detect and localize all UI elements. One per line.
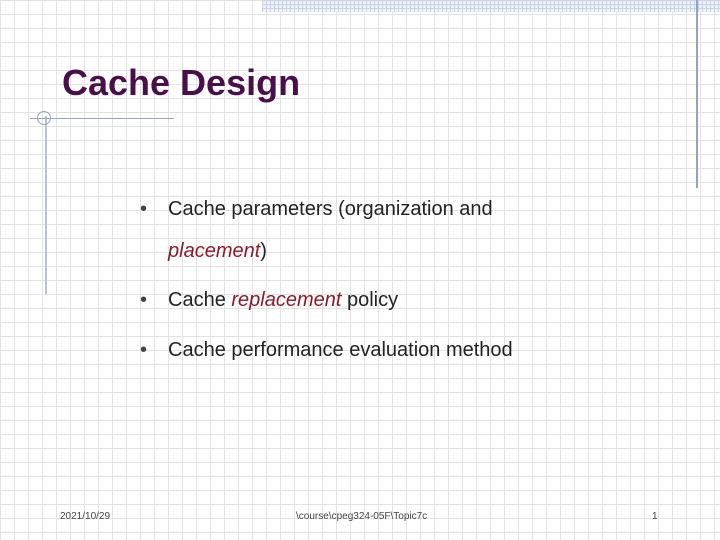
bullet-text-pre: Cache [168, 289, 232, 311]
footer-page-number: 1 [652, 511, 658, 522]
bullet-cache-parameters [140, 188, 493, 272]
decorative-title-underline [30, 118, 174, 119]
decorative-left-line [45, 116, 47, 294]
bullet-text-line1: Cache parameters (organization and [168, 198, 493, 220]
decorative-top-band [262, 0, 720, 12]
footer-date: 2021/10/29 [60, 511, 111, 522]
footer-path: \course\cpeg324-05F\Topic7c [296, 511, 428, 522]
bullet-performance-evaluation [140, 329, 513, 371]
bullet-text: Cache performance evaluation method [168, 339, 513, 361]
bullet-emphasis-replacement: replacement [231, 289, 342, 311]
decorative-circle [37, 111, 51, 125]
bullet-dot: • [140, 289, 148, 311]
bullet-replacement-policy [140, 279, 398, 321]
slide-title: Cache Design [62, 62, 301, 103]
bullet-emphasis-placement: placement [168, 240, 261, 262]
bullet-text-post: policy [341, 289, 399, 311]
decorative-right-line [696, 0, 698, 188]
bullet-dot: • [140, 198, 148, 220]
bullet-text-line2-rest: ) [260, 240, 267, 262]
bullet-dot: • [140, 339, 148, 361]
